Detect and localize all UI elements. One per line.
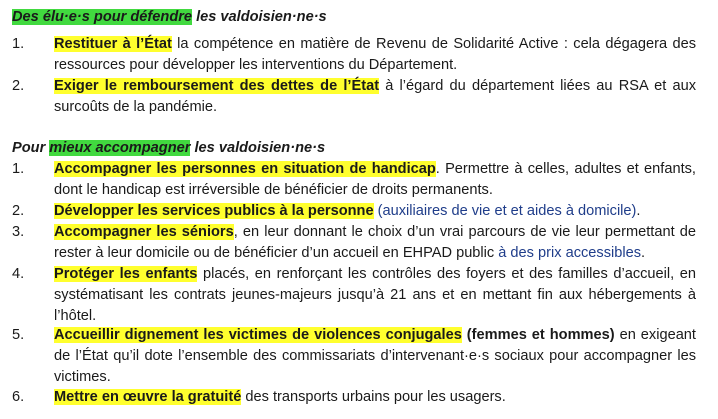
list-item bbox=[12, 264, 696, 327]
heading-rest: les valdoisien·ne·s bbox=[190, 140, 326, 156]
list-item bbox=[12, 222, 696, 264]
item-number: 2. bbox=[12, 78, 25, 94]
item-text: à l’égard du département liées au RSA et aux surcoûts de la pandémie. bbox=[54, 78, 697, 115]
item-blue-text: à des prix accessibles bbox=[498, 245, 642, 261]
item-number: 1. bbox=[12, 161, 25, 177]
item-bold-highlight: Mettre en œuvre la gratuité bbox=[54, 389, 242, 405]
item-bold-highlight: Accompagner les séniors bbox=[54, 224, 234, 240]
item-text: . Permettre à celles, adultes et enfants, dont le handicap est irréversible de bénéficier de droits permanents. bbox=[54, 161, 696, 198]
item-text-end: . bbox=[641, 245, 646, 261]
item-text: la compétence en matière de Revenu de Solidarité Active : cela dégagera des ressources pour développer les interventions du Département. bbox=[54, 36, 696, 73]
item-bold-plain: (femmes et hommes) bbox=[461, 327, 615, 343]
item-number: 4. bbox=[12, 266, 25, 282]
list-item bbox=[12, 76, 696, 118]
item-bold-highlight: Exiger le remboursement des dettes de l’État bbox=[54, 78, 380, 94]
item-bold-highlight: Protéger les enfants bbox=[54, 266, 198, 282]
item-number: 6. bbox=[12, 389, 25, 405]
item-number: 1. bbox=[12, 36, 25, 52]
item-text: en exigeant de l’État qu’il dote l’ensemble des commissariats d’intervenant·e·s sociaux pour accompagner les victimes. bbox=[54, 327, 696, 385]
item-text: des transports urbains pour les usagers. bbox=[241, 389, 506, 405]
heading-highlight: Des élu·e·s pour défendre bbox=[12, 9, 193, 25]
item-number: 2. bbox=[12, 203, 25, 219]
list-item bbox=[12, 159, 696, 201]
item-bold-highlight: Accueillir dignement les victimes de violences conjugales bbox=[54, 327, 462, 343]
item-number: 5. bbox=[12, 327, 25, 343]
item-text: . bbox=[636, 203, 641, 219]
item-bold-highlight: Restituer à l’État bbox=[54, 36, 172, 52]
list-item bbox=[12, 325, 696, 388]
item-text: placés, en renforçant les contrôles des foyers et des familles d’accueil, en systématisant les contrats jeunes-majeurs jusqu’à 21 ans et en mettant fin aux hébergements à l’hôtel. bbox=[54, 266, 697, 324]
item-bold-highlight: Développer les services publics à la personne bbox=[54, 203, 374, 219]
item-text: , en leur donnant le choix d’un vrai parcours de vie leur permettant de rester à leur domicile ou de bénéficier d’un accueil en EHPAD public bbox=[54, 224, 696, 261]
heading-highlight: mieux accompagner bbox=[49, 140, 191, 156]
item-blue-text: (auxiliaires de vie et et aides à domicile) bbox=[373, 203, 637, 219]
section-heading-support bbox=[12, 138, 325, 158]
list-item bbox=[12, 201, 696, 222]
heading-pre: Pour bbox=[12, 140, 50, 156]
item-bold-highlight: Accompagner les personnes en situation de handicap bbox=[54, 161, 436, 177]
item-number: 3. bbox=[12, 224, 25, 240]
heading-rest: les valdoisien·ne·s bbox=[192, 9, 327, 25]
list-item bbox=[12, 34, 696, 76]
section-heading-defend bbox=[12, 7, 327, 27]
list-item bbox=[12, 387, 696, 408]
